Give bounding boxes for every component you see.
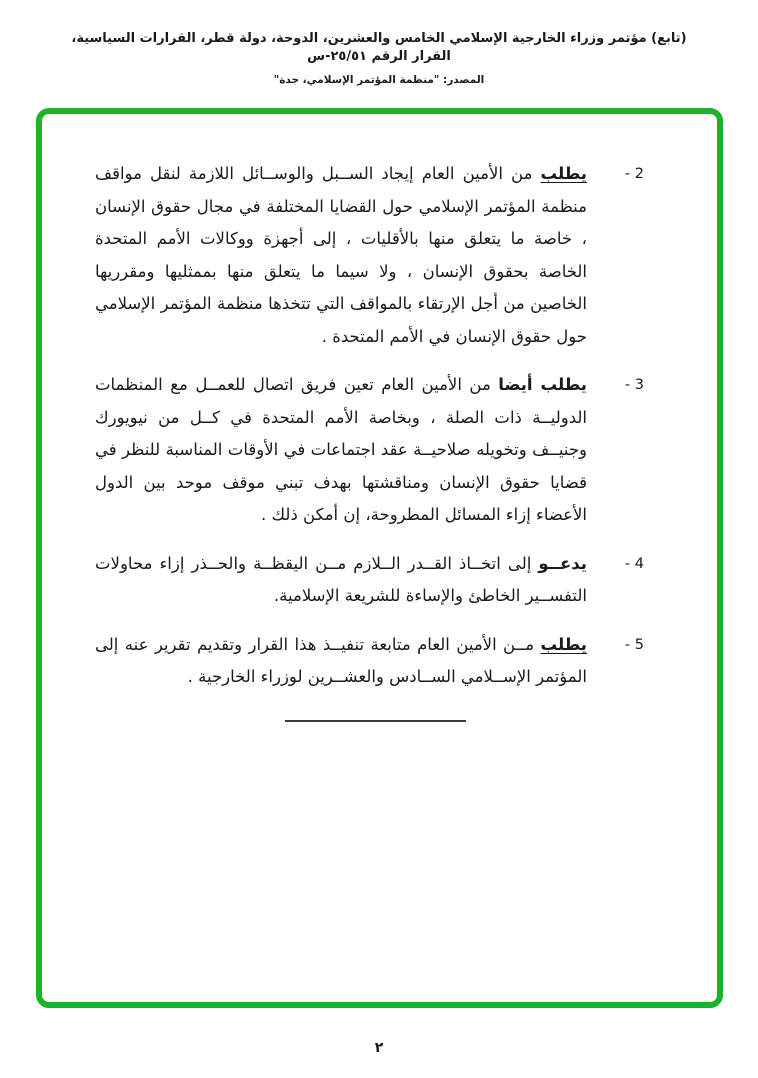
- item-number: 5 -: [624, 636, 644, 653]
- item-lead-word: يطلب أيضا: [498, 375, 587, 394]
- item-lead-word: يطلب: [540, 164, 587, 183]
- item-lead-word: يطلب: [540, 634, 587, 654]
- item-body-text: إلى اتخــاذ القــدر الــلازم مــن اليقظــة والحــذر إزاء محاولات التفســير الخاطئ والإساءة للشريعة الإسلامية.: [95, 553, 587, 605]
- resolution-item-2: [95, 158, 644, 353]
- resolution-body: [95, 158, 644, 722]
- item-number: 3 -: [624, 377, 644, 393]
- item-number: 4 -: [624, 555, 644, 572]
- item-text: [95, 548, 587, 613]
- item-number: 2 -: [624, 166, 644, 182]
- document-header: [0, 30, 758, 86]
- page-number: ٢: [374, 1040, 384, 1056]
- item-body-text: من الأمين العام تعين فريق اتصال للعمــل مع المنظمات الدوليــة ذات الصلة ، وبخاصة الأمم المتحدة في كــل من نيويورك وجنيــف وتخويله صلاحيــة عقد اجتماعات في الأوقات المناسبة للنظر في قضايا حقوق الإنسان ومناقشتها بهدف تبني موقف موحد بين الدول الأعضاء إزاء المسائل المطروحة، إن أمكن ذلك .: [95, 375, 587, 524]
- item-lead-word: يدعــو: [538, 553, 587, 573]
- resolution-item-3: [95, 369, 644, 532]
- item-body-text: من الأمين العام إيجاد الســبل والوســائل اللازمة لنقل مواقف منظمة المؤتمر الإسلامي حول القضايا المختلفة في مجال حقوق الإنسان ، خاصة ما يتعلق منها بالأقليات ، إلى أجهزة ووكالات الأمم المتحدة الخاصة بحقوق الإنسان ، ولا سيما ما يتعلق منها بممثليها ومقرريها الخاصين من أجل الإرتقاء بالمواقف التي تتخذها منظمة المؤتمر الإسلامي حول حقوق الإنسان في الأمم المتحدة .: [95, 164, 587, 346]
- header-source-line: المصدر: "منظمة المؤتمر الإسلامي، جدة": [273, 74, 485, 86]
- end-of-text-rule: [285, 720, 466, 722]
- header-title-line: (تابع) مؤتمر وزراء الخارجية الإسلامي الخامس والعشرين، الدوحة، دولة قطر، القرارات السياسية، القرار الرقم ٢٥/٥١-س: [71, 31, 687, 64]
- resolution-item-5: [95, 629, 644, 694]
- resolution-item-4: [95, 548, 644, 613]
- item-text: [95, 158, 587, 353]
- item-body-text: مــن الأمين العام متابعة تنفيــذ هذا القرار وتقديم تقرير عنه إلى المؤتمر الإســلامي الســادس والعشــرين لوزراء الخارجية .: [95, 634, 587, 686]
- item-text: [95, 629, 587, 694]
- item-text: [95, 369, 587, 532]
